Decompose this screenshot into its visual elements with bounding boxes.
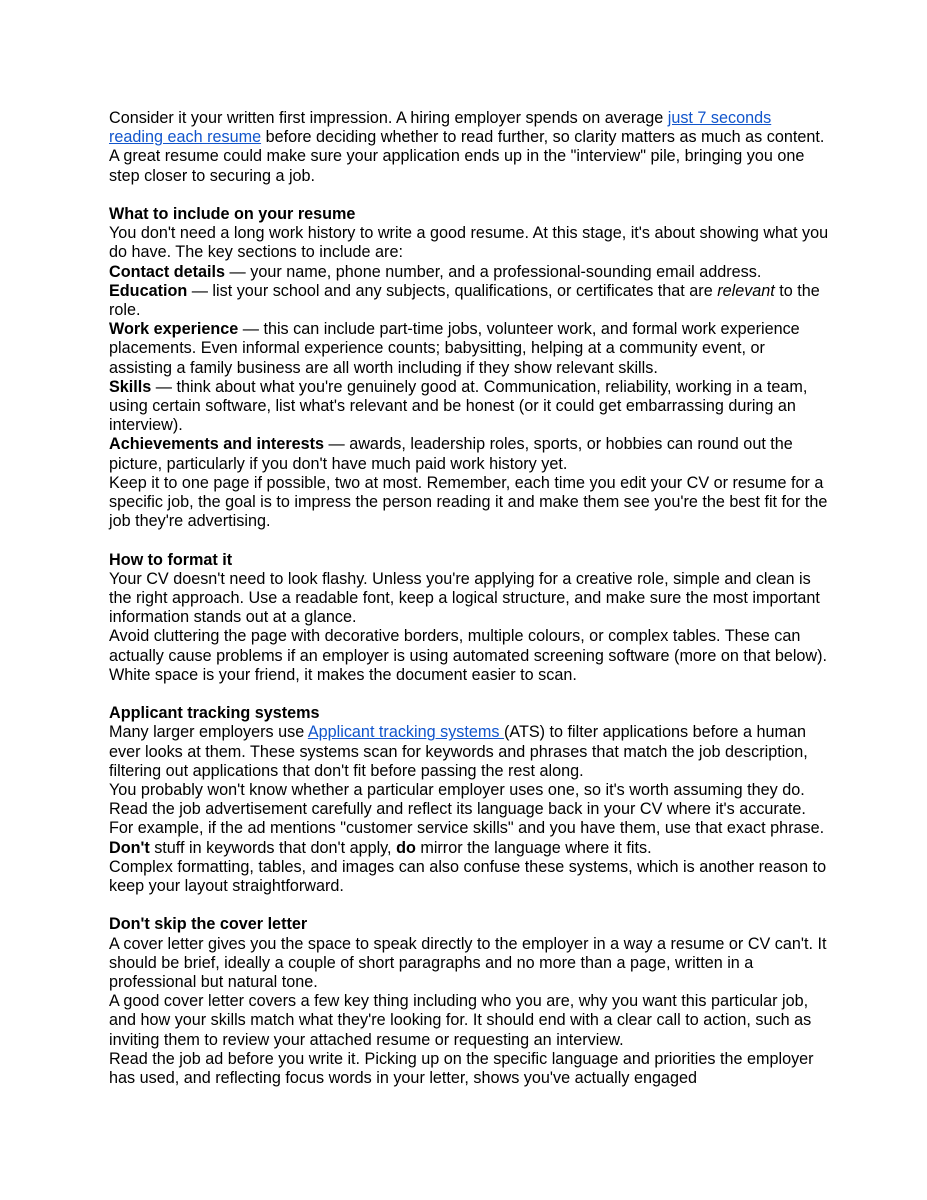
section-heading-format: How to format it — [109, 550, 233, 569]
include-education: Education — list your school and any subjects, qualifications, or certificates that are relevant to the role. — [109, 281, 820, 320]
document-page — [109, 109, 829, 1088]
intro-paragraph: Consider it your written first impression. A hiring employer spends on average just 7 seconds reading each resume before deciding whether to read further, so clarity matters as much as content. A great resume could make sure your application ends up in the "interview" pile, bringing you one step closer to securing a job. — [109, 109, 825, 185]
cover-paragraph-1: A cover letter gives you the space to speak directly to the employer in a way a resume or CV can't. It should be brief, ideally a couple of short paragraphs and no more than a page, written in a professional but natural tone. — [109, 934, 827, 992]
ats-link[interactable]: Applicant tracking systems — [307, 723, 504, 742]
include-intro: You don't need a long work history to write a good resume. At this stage, it's about showing what you do have. The key sections to include are: — [109, 224, 829, 262]
include-achievements: Achievements and interests — awards, leadership roles, sports, or hobbies can round out the picture, particularly if you don't have much paid work history yet. — [109, 435, 793, 473]
spacer — [109, 685, 829, 704]
spacer — [109, 531, 829, 550]
spacer — [109, 186, 829, 205]
section-heading-cover-letter: Don't skip the cover letter — [109, 915, 308, 934]
cover-paragraph-2: A good cover letter covers a few key thing including who you are, why you want this particular job, and how your skills match what they're looking for. It should end with a clear call to action, such as inviting them to review your attached resume or requesting an interview. — [109, 992, 812, 1049]
include-work-experience: Work experience — this can include part-time jobs, volunteer work, and formal work experience placements. Even informal experience counts; babysitting, helping at a community event, or assisting a family business are all worth including if they show relevant skills. — [109, 320, 800, 377]
cover-paragraph-3: Read the job ad before you write it. Picking up on the specific language and priorities the employer has used, and reflecting focus words in your letter, shows you've actually engaged — [109, 1049, 814, 1088]
section-heading-include: What to include on your resume — [109, 205, 356, 223]
ats-paragraph-1: Many larger employers use Applicant tracking systems (ATS) to filter applications before a human ever looks at them. These systems scan for keywords and phrases that match the job description, filtering out applications that don't fit before passing the rest along. — [109, 723, 808, 780]
section-heading-ats: Applicant tracking systems — [109, 704, 320, 723]
spacer — [109, 896, 829, 915]
format-paragraph-2: Avoid cluttering the page with decorative borders, multiple colours, or complex tables. These can actually cause problems if an employer is using automated screening software (more on that below). White space is your friend, it makes the document easier to scan. — [109, 627, 828, 684]
format-paragraph-1: Your CV doesn't need to look flashy. Unless you're applying for a creative role, simple and clean is the right approach. Use a readable font, keep a logical structure, and make sure the most important information stands out at a glance. — [109, 569, 820, 627]
ats-paragraph-2: You probably won't know whether a particular employer uses one, so it's worth assuming they do. Read the job advertisement carefully and reflect its language back in your CV where it's accurate. For example, if the ad mentions "customer service skills" and you have them, use that exact phrase. Don't stuff in keywords that don't apply, do mirror the language where it fits. — [109, 781, 825, 857]
seven-seconds-link[interactable]: just 7 seconds reading each resume — [109, 109, 772, 147]
ats-paragraph-3: Complex formatting, tables, and images can also confuse these systems, which is another reason to keep your layout straightforward. — [109, 857, 827, 896]
include-closing: Keep it to one page if possible, two at most. Remember, each time you edit your CV or resume for a specific job, the goal is to impress the person reading it and make them see you're the best fit for the job they're advertising. — [109, 473, 828, 531]
include-contact: Contact details — your name, phone number, and a professional-sounding email address. — [109, 262, 762, 281]
include-skills: Skills — think about what you're genuinely good at. Communication, reliability, working in a team, using certain software, list what's relevant and be honest (or it could get embarrassing during an interview). — [109, 377, 808, 435]
